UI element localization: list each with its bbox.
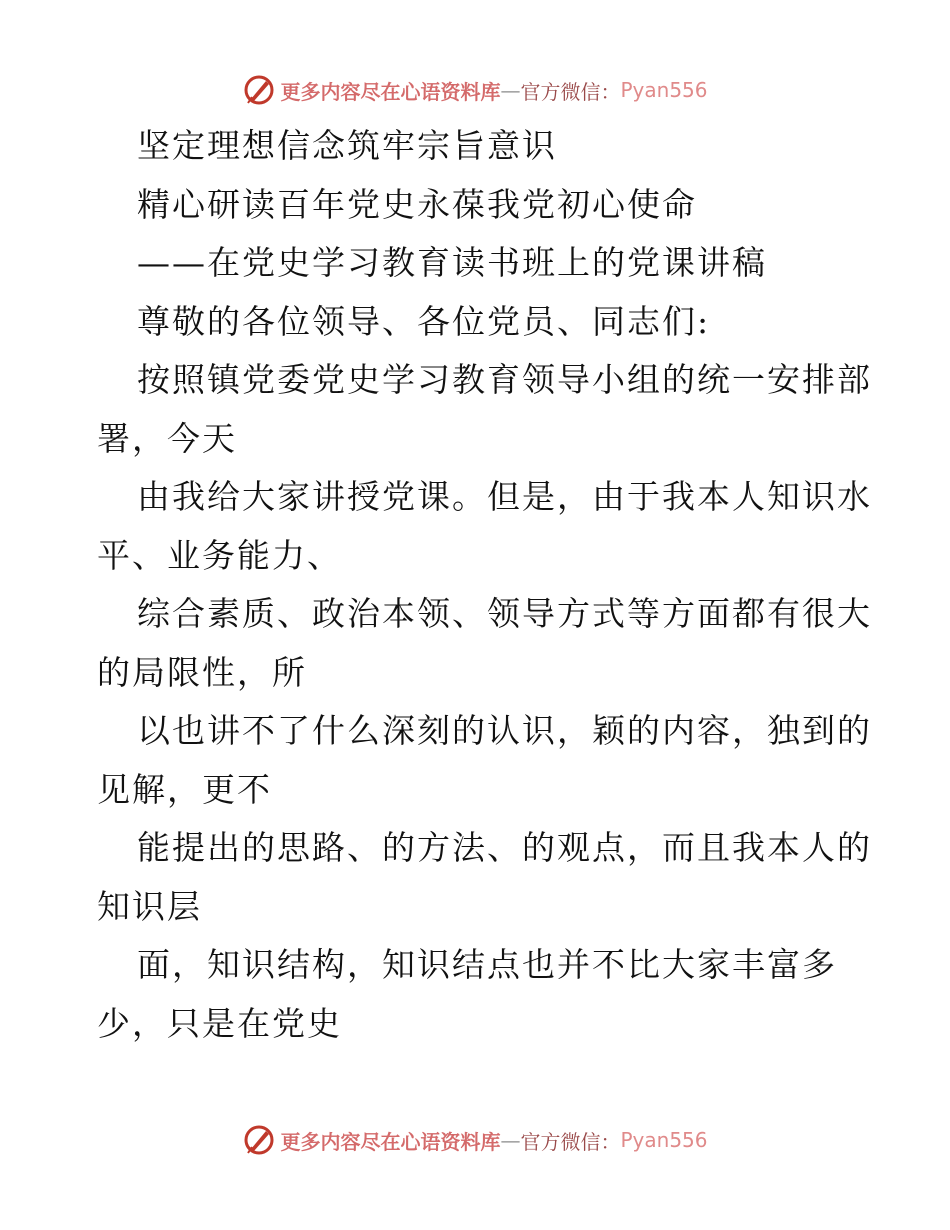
text-line: 的局限性，所 <box>97 652 307 692</box>
banner-separator: — <box>500 78 521 102</box>
text-line: 面，知识结构，知识结点也并不比大家丰富多 <box>137 945 837 984</box>
header-banner <box>0 70 950 110</box>
banner-text: 更多内容尽在心语资料库 <box>280 79 501 104</box>
banner-wechat-id: Pyan556 <box>620 1128 708 1152</box>
text-line: 以也讲不了什么深刻的认识，颖的内容，独到的 <box>137 711 872 750</box>
text-line: 见解，更不 <box>97 769 272 809</box>
text-line: 少，只是在党史 <box>97 1003 342 1043</box>
text-line: ——在党史学习教育读书班上的党课讲稿 <box>137 243 767 282</box>
footer-banner <box>0 1120 950 1160</box>
text-line: 精心研读百年党史永葆我党初心使命 <box>137 184 697 224</box>
text-line: 平、业务能力、 <box>97 535 342 575</box>
text-line: 知识层 <box>97 886 202 926</box>
red-quill-logo-icon <box>242 1123 276 1157</box>
banner-wechat-id: Pyan556 <box>620 78 708 102</box>
text-line: 尊敬的各位领导、各位党员、同志们: <box>137 301 711 341</box>
text-line: 能提出的思路、的方法、的观点，而且我本人的 <box>137 828 872 867</box>
banner-wechat-label: 官方微信： <box>520 79 621 104</box>
banner-wechat-label: 官方微信： <box>520 1129 621 1154</box>
red-quill-logo-icon <box>242 73 276 107</box>
text-line: 坚定理想信念筑牢宗旨意识 <box>137 126 557 165</box>
text-line: 由我给大家讲授党课。但是，由于我本人知识水 <box>137 477 872 516</box>
banner-text: 更多内容尽在心语资料库 <box>280 1129 501 1154</box>
banner-separator: — <box>500 1128 521 1152</box>
text-line: 按照镇党委党史学习教育领导小组的统一安排部 <box>137 360 872 399</box>
text-line: 署，今天 <box>97 418 237 458</box>
text-line: 综合素质、政治本领、领导方式等方面都有很大 <box>137 594 872 633</box>
document-body <box>97 117 872 1053</box>
